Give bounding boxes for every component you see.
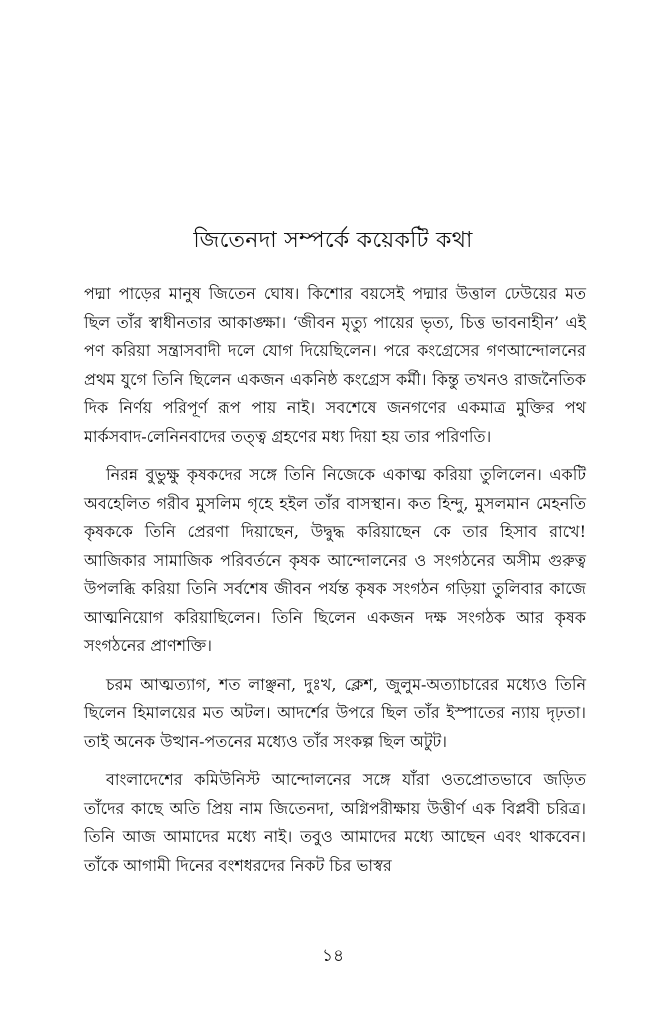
paragraph-3: চরম আত্মত্যাগ, শত লাঞ্ছনা, দুঃখ, ক্লেশ, জুলুম-অত্যাচারের মধ্যেও তিনি ছিলেন হিমালয়ের মত অটল। আদর্শের উপরে ছিল তাঁর ইস্পাতের ন্যায় দৃঢ়তা। তাই অনেক উত্থান-পতনের মধ্যেও তাঁর সংকল্প ছিল অটুট। (84, 674, 586, 751)
paragraph-2: নিরন্ন বুভুক্ষু কৃষকদের সঙ্গে তিনি নিজেকে একাত্ম করিয়া তুলিলেন। একটি অবহেলিত গরীব মুসলিম গৃহে হইল তাঁর বাসস্থান। কত হিন্দু, মুসলমান মেহনতি কৃষককে তিনি প্রেরণা দিয়াছেন, উদ্বুদ্ধ করিয়াছেন কে তার হিসাব রাখে! আজিকার সামাজিক পরিবর্তনে কৃষক আন্দোলনের ও সংগঠনের অসীম গুরুত্ব উপলব্ধি করিয়া তিনি সর্বশেষ জীবন পর্যন্ত কৃষক সংগঠন গড়িয়া তুলিবার কাজে আত্মনিয়োগ করিয়াছিলেন। তিনি ছিলেন একজন দক্ষ সংগঠক আর কৃষক সংগঠনের প্রাণশক্তি। (84, 465, 586, 655)
body-text (84, 280, 586, 890)
chapter-title: জিতেনদা সম্পর্কে কয়েকটি কথা (193, 228, 473, 253)
paragraph-1: পদ্মা পাড়ের মানুষ জিতেন ঘোষ। কিশোর বয়সেই পদ্মার উত্তাল ঢেউয়ের মত ছিল তাঁর স্বাধীনতার আকাঙ্ক্ষা। ‘জীবন মৃত্যু পায়ের ভৃত্য, চিত্ত ভাবনাহীন’ এই পণ করিয়া সন্ত্রাসবাদী দলে যোগ দিয়েছিলেন। পরে কংগ্রেসের গণআন্দোলনের প্রথম যুগে তিনি ছিলেন একজন একনিষ্ঠ কংগ্রেস কর্মী। কিন্তু তখনও রাজনৈতিক দিক নির্ণয় পরিপূর্ণ রূপ পায় নাই। সবশেষে জনগণের একমাত্র মুক্তির পথ মার্কসবাদ-লেনিনবাদের তত্ত্ব গ্রহণের মধ্য দিয়া হয় তার পরিণতি। (84, 284, 586, 446)
page-number: ১৪ (321, 946, 345, 966)
paragraph-4: বাংলাদেশের কমিউনিস্ট আন্দোলনের সঙ্গে যাঁরা ওতপ্রোতভাবে জড়িত তাঁদের কাছে অতি প্রিয় নাম জিতেনদা, অগ্নিপরীক্ষায় উত্তীর্ণ এক বিপ্লবী চরিত্র। তিনি আজ আমাদের মধ্যে নাই। তবুও আমাদের মধ্যে আছেন এবং থাকবেন। তাঁকে আগামী দিনের বংশধরদের নিকট চির ভাস্বর (84, 770, 586, 875)
